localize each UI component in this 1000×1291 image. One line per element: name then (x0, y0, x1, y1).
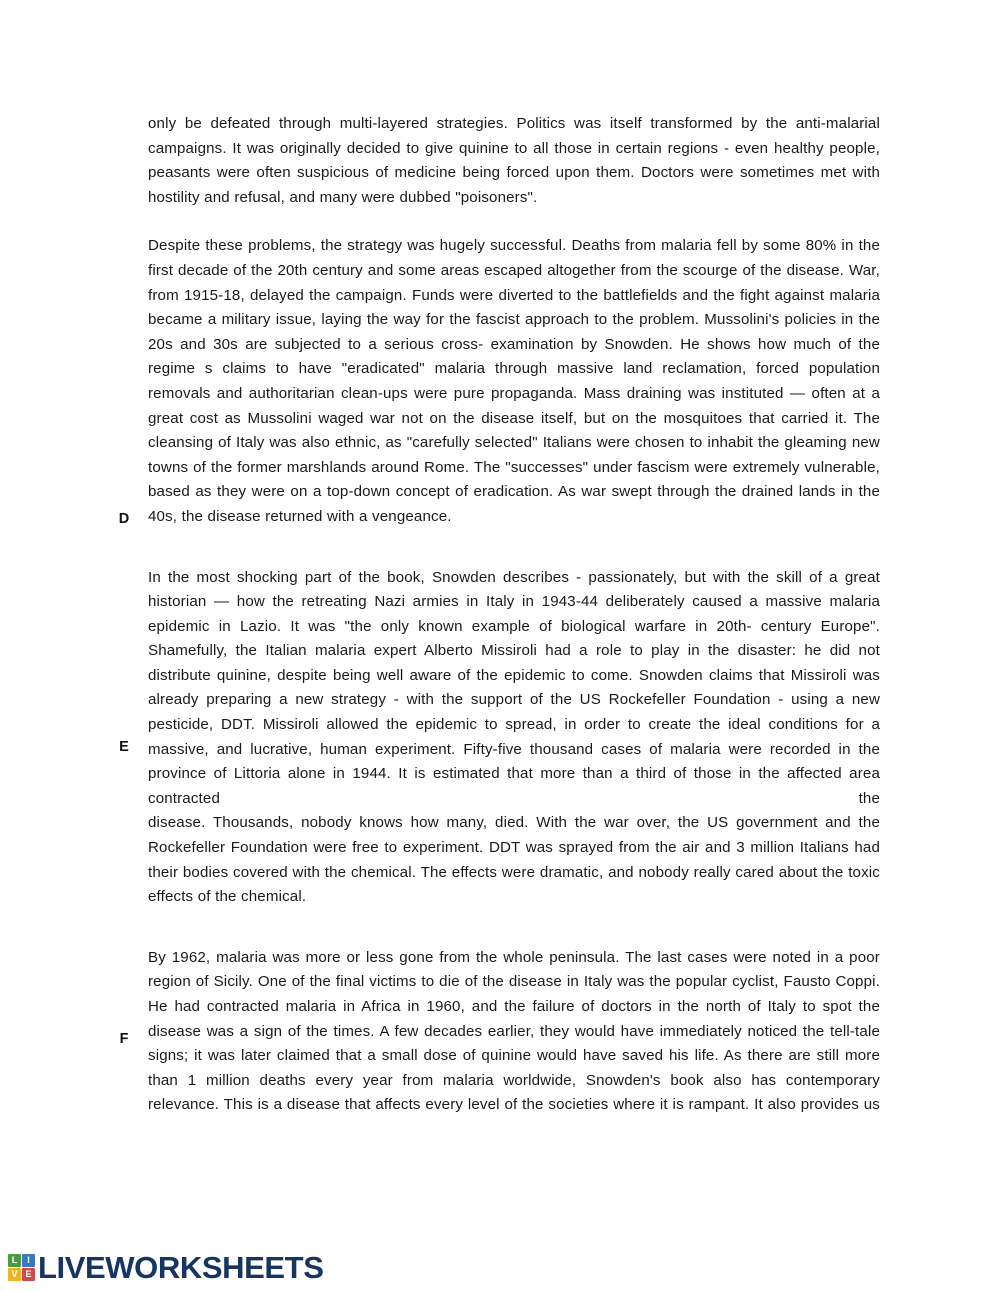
paragraph-text-e-part2: disease. Thousands, nobody knows how many, died. With the war over, the US government and the Rockefeller Foundation were free to experiment. DDT was sprayed from the air and 3 million Italians had their bodies covered with the chemical. The effects were dramatic, and nobody really cared about the toxic effects of the chemical. (148, 814, 880, 906)
paragraph-spacer (148, 910, 880, 946)
paragraph-text-f: By 1962, malaria was more or less gone from the whole peninsula. The last cases were noted in a poor region of Sicily. One of the final victims to die of the disease in Italy was the popular cyclist, Fausto Coppi. He had contracted malaria in Africa in 1960, and the failure of doctors in the north of Italy to spot the disease was a sign of the times. A few decades earlier, they would have immediately noticed the tell-tale signs; it was later claimed that a small dose of quinine would have saved his life. As there are still more than 1 million deaths every year from malaria worldwide, Snowden's book also has contemporary relevance. This is a disease that affects every level of the societies where it is rampant. It also provides us (148, 948, 880, 1114)
paragraph-spacer (148, 530, 880, 566)
paragraph-marker-e: E (119, 738, 129, 755)
paragraph-block-f (119, 946, 880, 1118)
paragraph-spacer (148, 210, 880, 234)
logo-tile-l: L (8, 1254, 21, 1267)
logo-tile-e: E (22, 1268, 35, 1281)
liveworksheets-logo[interactable] (8, 1252, 323, 1283)
paragraph-block-continuation (148, 112, 880, 210)
liveworksheets-logo-icon (8, 1254, 35, 1281)
paragraph-text-d: Despite these problems, the strategy was hugely successful. Deaths from malaria fell by some 80% in the first decade of the 20th century and some areas escaped altogether from the scourge of the disease. War, from 1915-18, delayed the campaign. Funds were diverted to the battlefields and the fight against malaria became a military issue, laying the way for the fascist approach to the problem. Mussolini's policies in the 20s and 30s are subjected to a serious cross- examination by Snowden. He shows how much of the regime s claims to have "eradicated" malaria through massive land reclamation, forced population removals and authoritarian clean-ups were pure propaganda. Mass draining was instituted — often at a great cost as Mussolini waged war not on the disease itself, but on the mosquitoes that carried it. The cleansing of Italy was also ethnic, as "carefully selected" Italians were chosen to inhabit the gleaming new towns of the former marshlands around Rome. The "successes" under fascism were extremely vulnerable, based as they were on a top-down concept of eradication. As war swept through the drained lands in the 40s, the disease returned with a vengeance. (148, 237, 880, 525)
paragraph-marker-f: F (119, 1030, 129, 1047)
paragraph-text-continuation: only be defeated through multi-layered strategies. Politics was itself transformed by the anti-malarial campaigns. It was originally decided to give quinine to all those in certain regions - even healthy people, peasants were often suspicious of medicine being forced upon them. Doctors were sometimes met with hostility and refusal, and many were dubbed "poisoners". (148, 115, 880, 206)
logo-tile-v: V (8, 1268, 21, 1281)
logo-tile-i: I (22, 1254, 35, 1267)
reading-passage (118, 112, 880, 1118)
paragraph-marker-d: D (118, 511, 130, 528)
liveworksheets-logo-text: LIVEWORKSHEETS (38, 1250, 324, 1285)
paragraph-block-d (118, 234, 880, 529)
paragraph-text-e-part1: In the most shocking part of the book, Snowden describes - passionately, but with the skill of a great historian — how the retreating Nazi armies in Italy in 1943-44 deliberately caused a massive malaria epidemic in Lazio. It was "the only known example of biological warfare in 20th- century Europe". Shamefully, the Italian malaria expert Alberto Missiroli had a role to play in the disaster: he did not distribute quinine, despite being well aware of the epidemic to come. Snowden claims that Missiroli was already preparing a new strategy - with the support of the US Rockefeller Foundation - using a new pesticide, DDT. Missiroli allowed the epidemic to spread, in order to create the ideal conditions for a massive, and lucrative, human experiment. Fifty-five thousand cases of malaria were recorded in the province of Littoria alone in 1944. It is estimated that more than a third of those in the affected area contracted the (148, 568, 880, 807)
paragraph-block-e (119, 566, 880, 910)
